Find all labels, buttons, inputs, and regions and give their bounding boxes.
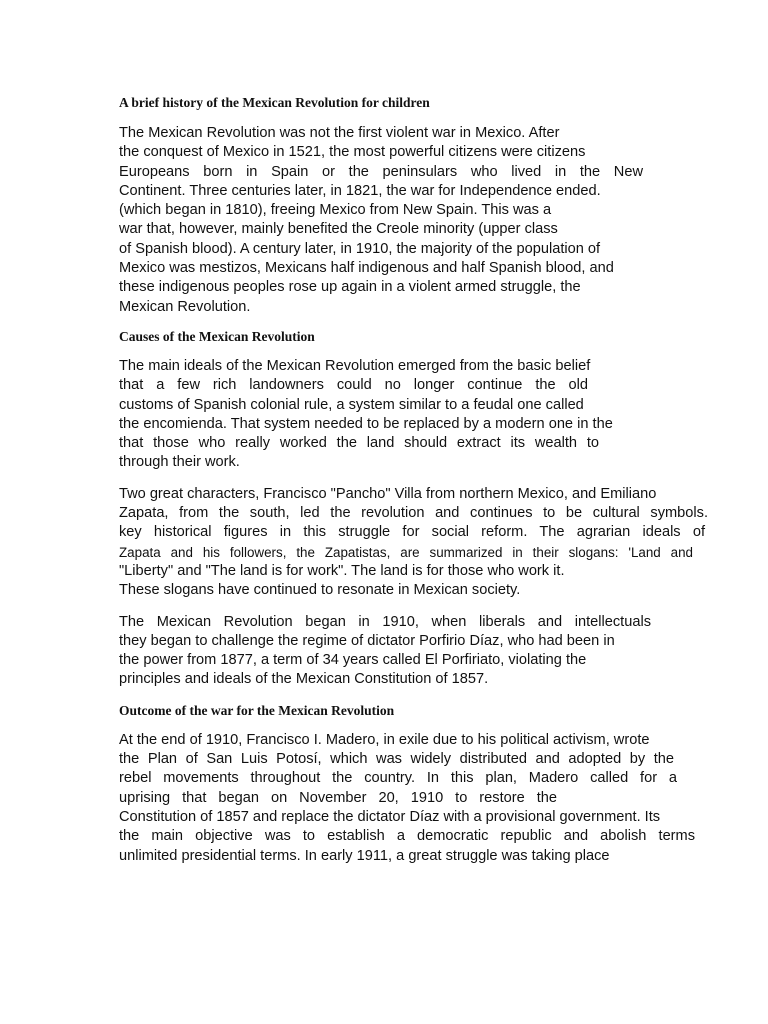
section-heading-brief-history: A brief history of the Mexican Revolution for children bbox=[119, 95, 430, 110]
section-heading-causes: Causes of the Mexican Revolution bbox=[119, 328, 315, 344]
text-line: Mexican Revolution. bbox=[119, 298, 251, 315]
paragraph-causes-3 bbox=[119, 613, 709, 690]
document-body bbox=[119, 93, 709, 866]
text-line: At the end of 1910, Francisco I. Madero, in exile due to his political activism, wrote bbox=[119, 731, 650, 748]
text-line: Continent. Three centuries later, in 1821, the war for Independence ended. bbox=[119, 182, 601, 199]
text-line: "Liberty" and "The land is for work". The land is for those who work it. bbox=[119, 562, 565, 579]
text-line: uprising that began on November 20, 1910 to restore the bbox=[119, 789, 557, 806]
text-line: rebel movements throughout the country. In this plan, Madero called for a bbox=[119, 770, 677, 787]
paragraph-outcome bbox=[119, 731, 709, 866]
text-line: through their work. bbox=[119, 454, 240, 471]
text-line: the main objective was to establish a democratic republic and abolish terms bbox=[119, 828, 695, 845]
text-line: Constitution of 1857 and replace the dictator Díaz with a provisional government. Its bbox=[119, 808, 661, 825]
section-heading-outcome: Outcome of the war for the Mexican Revolution bbox=[119, 702, 395, 718]
text-line: The Mexican Revolution began in 1910, when liberals and intellectuals bbox=[119, 613, 651, 630]
text-line: Zapata and his followers, the Zapatistas, are summarized in their slogans: 'Land and bbox=[119, 544, 693, 560]
text-line: Mexico was mestizos, Mexicans half indigenous and half Spanish blood, and bbox=[119, 260, 614, 277]
text-line: they began to challenge the regime of dictator Porfirio Díaz, who had been in bbox=[119, 632, 615, 649]
text-line: the power from 1877, a term of 34 years called El Porfiriato, violating the bbox=[119, 652, 587, 669]
text-line: unlimited presidential terms. In early 1911, a great struggle was taking place bbox=[119, 847, 610, 864]
text-line: key historical figures in this struggle for social reform. The agrarian ideals of bbox=[119, 524, 705, 541]
text-line: principles and ideals of the Mexican Constitution of 1857. bbox=[119, 671, 489, 688]
text-line: that a few rich landowners could no longer continue the old bbox=[119, 377, 588, 394]
text-line: customs of Spanish colonial rule, a system similar to a feudal one called bbox=[119, 396, 584, 413]
text-line: of Spanish blood). A century later, in 1910, the majority of the population of bbox=[119, 240, 601, 257]
text-line: These slogans have continued to resonate in Mexican society. bbox=[119, 582, 521, 599]
text-line: Europeans born in Spain or the peninsulars who lived in the New bbox=[119, 163, 643, 180]
text-line: these indigenous peoples rose up again in a violent armed struggle, the bbox=[119, 279, 581, 296]
text-line: the encomienda. That system needed to be replaced by a modern one in the bbox=[119, 415, 613, 432]
text-line: Zapata, from the south, led the revolution and continues to be cultural symbols. bbox=[119, 505, 708, 522]
text-line: that those who really worked the land should extract its wealth to bbox=[119, 435, 599, 452]
text-line: the conquest of Mexico in 1521, the most powerful citizens were citizens bbox=[119, 144, 586, 161]
text-line: The Mexican Revolution was not the first violent war in Mexico. After bbox=[119, 125, 560, 141]
text-line: The main ideals of the Mexican Revolution emerged from the basic belief bbox=[119, 357, 591, 374]
text-line: the Plan of San Luis Potosí, which was widely distributed and adopted by the bbox=[119, 751, 674, 768]
paragraph-causes-1 bbox=[119, 357, 709, 473]
text-line: war that, however, mainly benefited the Creole minority (upper class bbox=[119, 221, 558, 238]
text-line: (which began in 1810), freeing Mexico from New Spain. This was a bbox=[119, 202, 552, 219]
text-line: Two great characters, Francisco "Pancho" Villa from northern Mexico, and Emiliano bbox=[119, 485, 657, 502]
paragraph-causes-2 bbox=[119, 485, 709, 601]
paragraph-introduction bbox=[119, 124, 709, 317]
